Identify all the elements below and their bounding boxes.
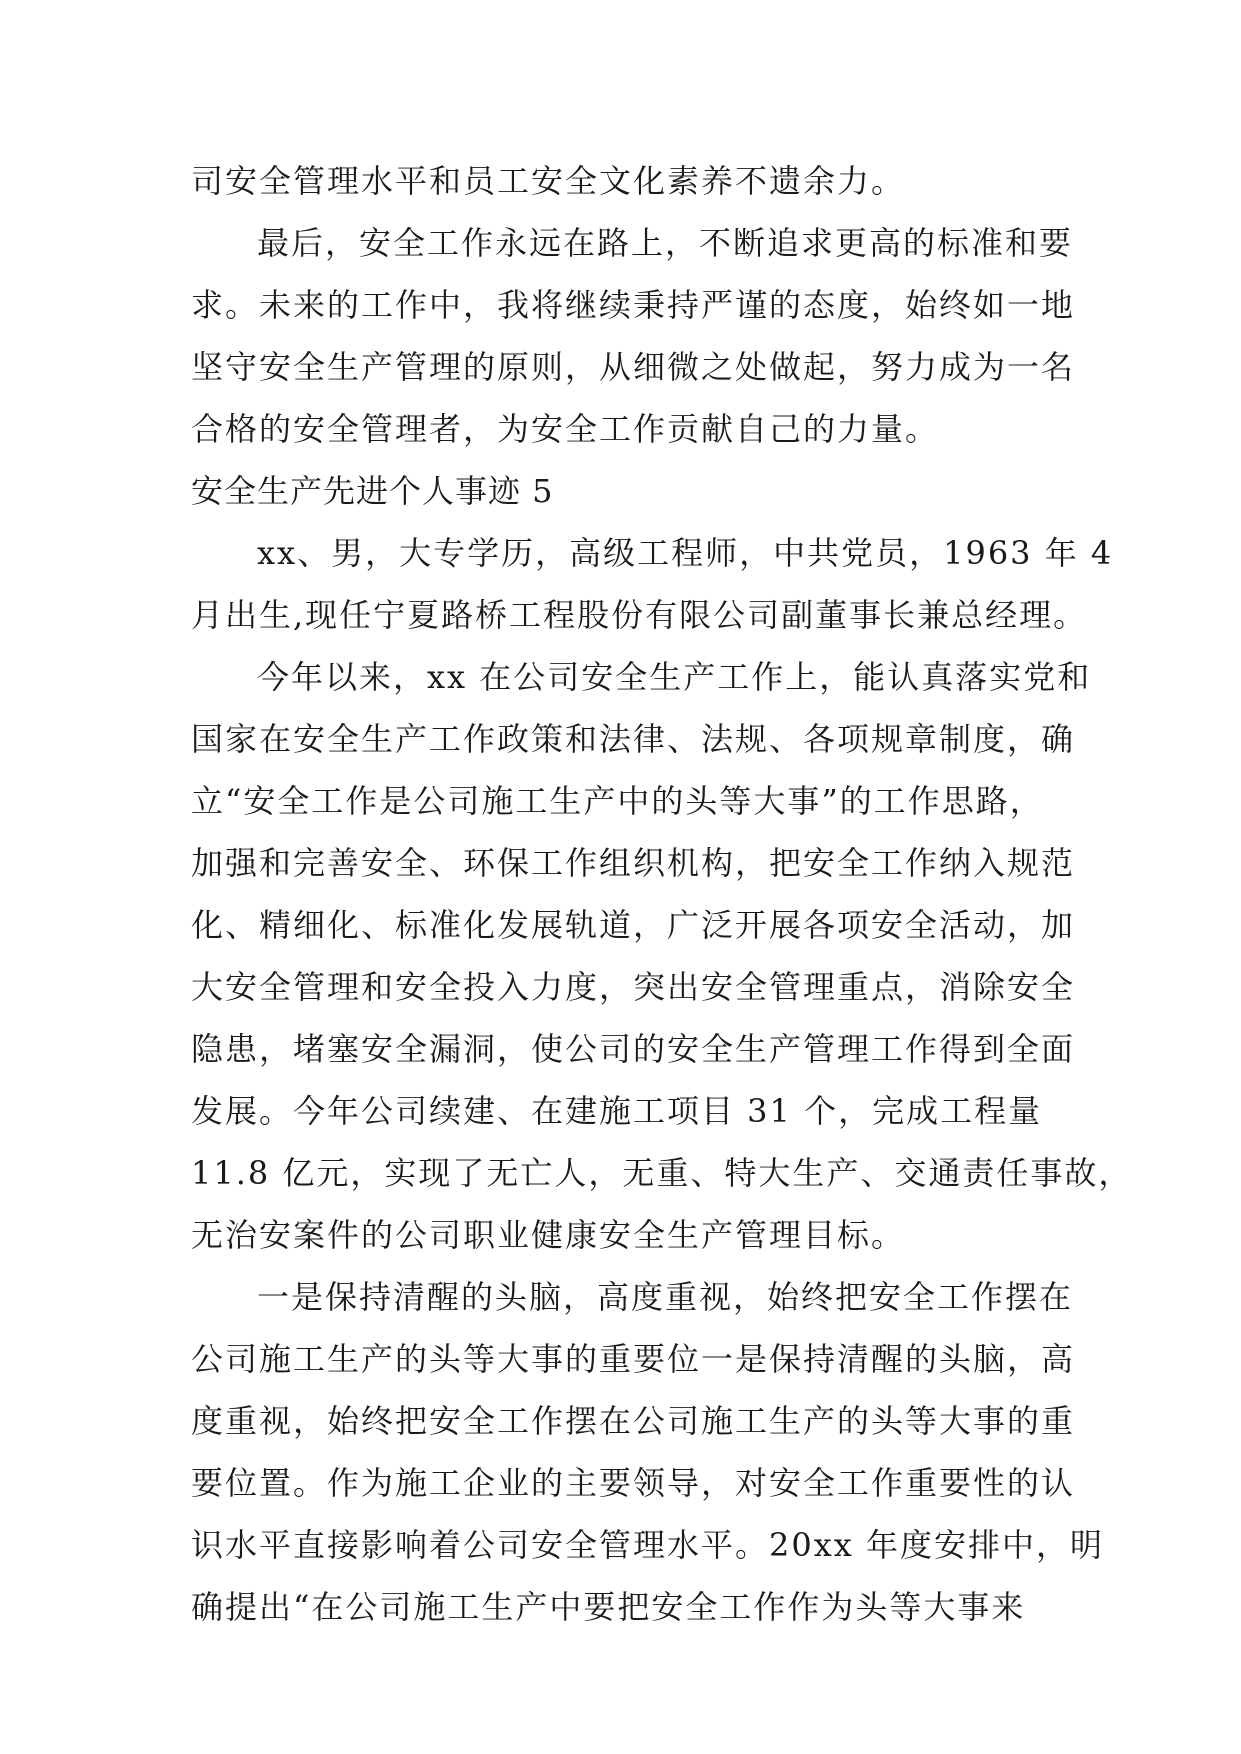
text-line: 发展。今年公司续建、在建施工项目 31 个，完成工程量 [191,1092,1043,1130]
text-line: 合格的安全管理者，为安全工作贡献自己的力量。 [191,410,940,448]
text-line: 坚守安全生产管理的原则，从细微之处做起，努力成为一名 [191,348,1076,386]
text-line: 识水平直接影响着公司安全管理水平。20xx 年度安排中，明 [191,1526,1104,1564]
text-line: 司安全管理水平和员工安全文化素养不遗余力。 [191,162,906,200]
text-line: 立“安全工作是公司施工生产中的头等大事”的工作思路， [191,782,1044,820]
text-line: 加强和完善安全、环保工作组织机构，把安全工作纳入规范 [191,844,1076,882]
text-line: 隐患，堵塞安全漏洞，使公司的安全生产管理工作得到全面 [191,1030,1076,1068]
section-heading: 安全生产先进个人事迹 5 [191,472,554,510]
text-line: 大安全管理和安全投入力度，突出安全管理重点，消除安全 [191,968,1076,1006]
text-line: 最后，安全工作永远在路上，不断追求更高的标准和要 [257,224,1074,262]
text-line: 化、精细化、标准化发展轨道，广泛开展各项安全活动，加 [191,906,1076,944]
text-line: xx、男，大专学历，高级工程师，中共党员，1963 年 4 [257,534,1114,572]
text-line: 今年以来，xx 在公司安全生产工作上，能认真落实党和 [257,658,1092,696]
text-line: 要位置。作为施工企业的主要领导，对安全工作重要性的认 [191,1464,1076,1502]
text-line: 国家在安全生产工作政策和法律、法规、各项规章制度，确 [191,720,1076,758]
text-line: 一是保持清醒的头脑，高度重视，始终把安全工作摆在 [257,1278,1074,1316]
text-line: 无治安案件的公司职业健康安全生产管理目标。 [191,1216,906,1254]
text-line: 度重视，始终把安全工作摆在公司施工生产的头等大事的重 [191,1402,1076,1440]
text-line: 确提出“在公司施工生产中要把安全工作作为头等大事来 [191,1588,1026,1626]
text-line: 月出生,现任宁夏路桥工程股份有限公司副董事长兼总经理。 [191,596,1088,634]
text-line: 公司施工生产的头等大事的重要位一是保持清醒的头脑，高 [191,1340,1076,1378]
text-line: 11.8 亿元，实现了无亡人，无重、特大生产、交通责任事故， [191,1154,1133,1192]
text-line: 求。未来的工作中，我将继续秉持严谨的态度，始终如一地 [191,286,1076,324]
document-body [191,150,1133,1638]
